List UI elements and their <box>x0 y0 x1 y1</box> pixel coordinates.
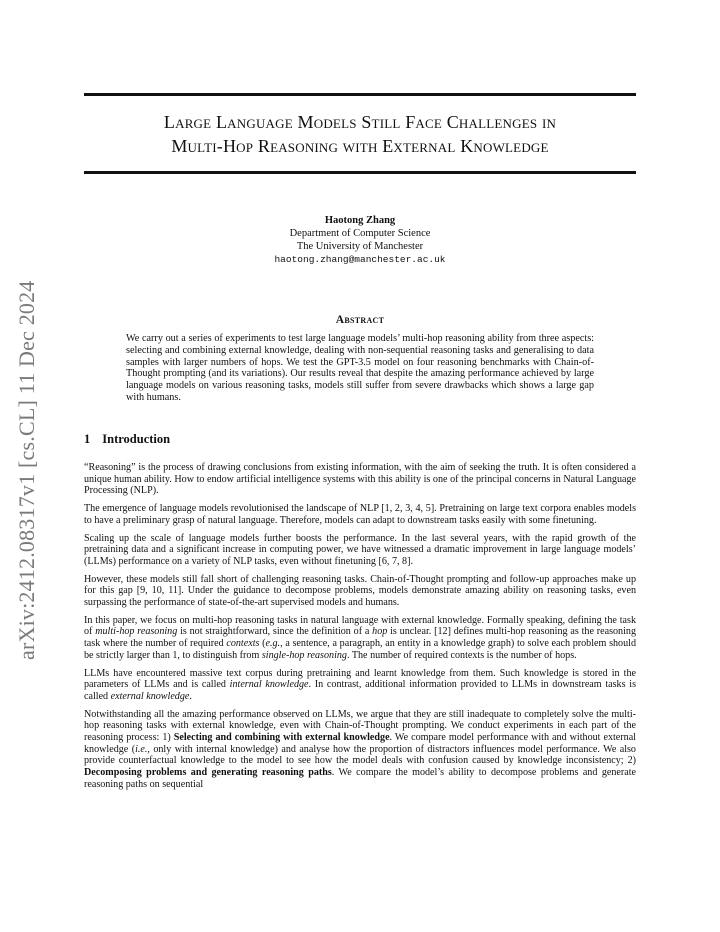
author-department: Department of Computer Science <box>289 228 431 239</box>
section-title: Introduction <box>102 432 171 446</box>
paragraph-5: In this paper, we focus on multi-hop reasoning tasks in natural language with external knowledge. Formally speaking, defining the task of multi-hop reasoning is not straightforward, since the definition of a hop is unclear. [12] defines multi-hop reasoning as the reasoning task where the number of required contexts (e.g., a sentence, a paragraph, an entity in a knowledge graph) to solve each problem should be strictly larger than 1, to distinguish from single-hop reasoning. The number of required contexts is the number of hops. <box>84 614 636 661</box>
author-email[interactable]: haotong.zhang@manchester.ac.uk <box>274 254 446 265</box>
paper-title-line-2: Multi-Hop Reasoning with External Knowledge <box>171 136 549 156</box>
author-university: The University of Manchester <box>296 241 424 252</box>
paper-title-line-1: Large Language Models Still Face Challenges in <box>163 112 557 132</box>
paragraph-6: LLMs have encountered massive text corpus during pretraining and learnt knowledge from them. Such knowledge is stored in the parameters of LLMs and is called internal knowledge. In contrast, additional information provided to LLMs in downstream tasks is called external knowledge. <box>84 667 636 702</box>
section-number: 1 <box>84 432 91 446</box>
title-top-rule <box>84 93 636 96</box>
paragraph-2: The emergence of language models revolutionised the landscape of NLP [1, 2, 3, 4, 5]. Pretraining on large text corpora enables models to have a preliminary grasp of natural language. Therefore, models can adapt to downstream tasks easily with some finetuning. <box>84 503 636 526</box>
author-name: Haotong Zhang <box>324 215 396 226</box>
paragraph-3: Scaling up the scale of language models further boosts the performance. In the last several years, with the rapid growth of the pretraining data and a significant increase in computing power, we have witnessed a dramatic improvement in large language models’ (LLMs) performance on a variety of NLP tasks, even without finetuning [6, 7, 8]. <box>84 532 636 567</box>
paragraph-4: However, these models still fall short of challenging reasoning tasks. Chain-of-Thought prompting and follow-up approaches make up for this gap [9, 10, 11]. Under the guidance to decompose problems, models demonstrate amazing ability on reasoning tasks, even surpassing the performance of state-of-the-art supervised models and humans. <box>84 573 636 609</box>
introduction-body <box>84 462 636 797</box>
arxiv-identifier-stamp: arXiv:2412.08317v1 [cs.CL] 11 Dec 2024 <box>14 280 39 660</box>
abstract-text: We carry out a series of experiments to test large language models’ multi-hop reasoning ability from three aspects: selecting and combining external knowledge, dealing with non-sequential reasoning tasks and generalising to data samples with larger numbers of hops. We test the GPT-3.5 model on four reasoning benchmarks with Chain-of-Thought prompting (and its variations). Our results reveal that despite the amazing performance achieved by large language models on various reasoning tasks, models still suffer from severe drawbacks which shows a large gap with humans. <box>126 333 594 403</box>
author-block <box>84 214 636 266</box>
paper-title <box>84 110 636 158</box>
section-heading-introduction <box>84 432 170 447</box>
paragraph-7: Notwithstanding all the amazing performance observed on LLMs, we argue that they are still inadequate to completely solve the multi-hop reasoning tasks with external knowledge, even with Chain-of-Thought prompting. We conduct experiments in each part of the reasoning process: 1) Selecting and combining with external knowledge. We compare model performance with and without external knowledge (i.e., only with internal knowledge) and analyse how the proportion of distractors influences model performance. We also provide counterfactual knowledge to the model to see how the model deals with confusion caused by knowledge inconsistency; 2) Decomposing problems and generating reasoning paths. We compare the model’s ability to decompose problems and generate reasoning paths on sequential <box>84 708 636 790</box>
abstract-heading: Abstract <box>335 314 385 326</box>
title-bottom-rule <box>84 171 636 174</box>
paragraph-1: “Reasoning” is the process of drawing conclusions from existing information, with the aim of seeking the truth. It is often considered a unique human ability. How to endow artificial intelligence systems with this ability is one of the principal concerns in Natural Language Processing (NLP). <box>84 462 636 497</box>
